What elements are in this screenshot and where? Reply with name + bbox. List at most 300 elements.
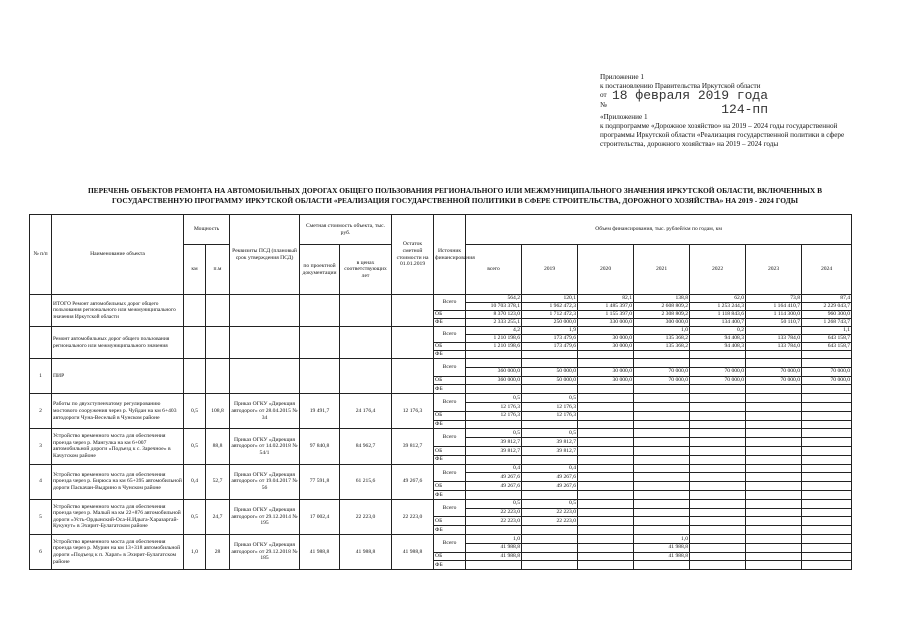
amount-cell	[690, 420, 746, 429]
amount-cell	[466, 561, 522, 570]
amount-cell	[746, 508, 802, 517]
amount-cell	[634, 561, 690, 570]
amount-cell: 173 479,6	[522, 335, 578, 343]
source-label: ФБ	[434, 561, 466, 570]
amount-cell: 1 712 472,3	[522, 311, 578, 319]
col-year: 2020	[578, 245, 634, 295]
cost-current: 22 223,0	[340, 499, 392, 534]
amount-cell	[746, 429, 802, 438]
source-label: ОБ	[434, 552, 466, 561]
amount-cell: 30 000,0	[578, 335, 634, 343]
amount-cell: 70 000,0	[690, 376, 746, 385]
object-km	[184, 359, 206, 394]
amount-cell	[690, 402, 746, 411]
amount-cell: 2 229 043,7	[802, 303, 852, 311]
source-label: ФБ	[434, 455, 466, 464]
amount-cell: 22 223,0	[466, 508, 522, 517]
amount-cell	[578, 402, 634, 411]
object-pm	[206, 359, 230, 394]
object-reqs: Приказ ОГКУ «Дирекция автодорог» от 19.04.2017 № 56	[230, 464, 300, 499]
amount-cell	[746, 420, 802, 429]
amount-cell	[578, 508, 634, 517]
amount-cell: 1 155 397,0	[578, 311, 634, 319]
amount-cell: 82,1	[578, 295, 634, 303]
amount-cell	[690, 561, 746, 570]
object-pm: 24,7	[206, 499, 230, 534]
amount-cell	[746, 438, 802, 447]
source-label: Всего	[434, 429, 466, 447]
table-cell	[340, 295, 392, 327]
amount-cell: 70 000,0	[802, 376, 852, 385]
amount-cell: 70 000,0	[746, 376, 802, 385]
object-km: 0,5	[184, 499, 206, 534]
amount-cell	[802, 385, 852, 394]
table-row	[30, 499, 852, 508]
amount-cell	[690, 455, 746, 464]
cost-rest: 39 812,7	[392, 429, 434, 464]
amount-cell	[466, 385, 522, 394]
amount-cell: 643 158,7	[802, 335, 852, 343]
amount-cell: 70 000,0	[802, 367, 852, 376]
amount-cell	[578, 351, 634, 359]
amount-cell	[578, 327, 634, 335]
amount-cell	[746, 473, 802, 482]
amount-cell	[634, 429, 690, 438]
object-pm: 52,7	[206, 464, 230, 499]
amount-cell	[522, 534, 578, 543]
object-km: 0,5	[184, 394, 206, 429]
amount-cell	[522, 455, 578, 464]
cost-rest: 12 176,3	[392, 394, 434, 429]
amount-cell	[522, 351, 578, 359]
amount-cell	[634, 438, 690, 447]
source-label: ФБ	[434, 351, 466, 359]
amount-cell	[690, 534, 746, 543]
col-cost-proj: по проектной документации	[300, 245, 340, 295]
amount-cell	[634, 394, 690, 403]
amount-cell	[578, 552, 634, 561]
amount-cell	[746, 359, 802, 368]
amount-cell: 1 210 198,6	[466, 343, 522, 351]
col-year: 2024	[802, 245, 852, 295]
amount-cell: 50 000,0	[522, 367, 578, 376]
amount-cell	[690, 385, 746, 394]
source-label: ФБ	[434, 319, 466, 327]
object-name: ПИР	[52, 359, 184, 394]
amount-cell	[690, 359, 746, 368]
amount-cell: 0,4	[466, 464, 522, 473]
table-cell	[300, 295, 340, 327]
amount-cell: 300 000,0	[634, 319, 690, 327]
amount-cell	[802, 508, 852, 517]
summary-name: Ремонт автомобильных дорог общего пользования регионального или межмуниципального значения	[52, 327, 184, 359]
amount-cell	[690, 446, 746, 455]
source-label: ФБ	[434, 526, 466, 535]
amount-cell	[578, 394, 634, 403]
amount-cell	[578, 420, 634, 429]
header-line: «Приложение 1	[600, 112, 648, 121]
header-line: программы Иркутской области «Реализация государственной политики в сфере	[600, 131, 845, 140]
cost-project: 19 491,7	[300, 394, 340, 429]
col-year: 2019	[522, 245, 578, 295]
amount-cell: 22 223,0	[522, 508, 578, 517]
cost-current: 84 962,7	[340, 429, 392, 464]
amount-cell: 1 210 198,6	[466, 335, 522, 343]
col-year: 2023	[746, 245, 802, 295]
header-line: строительства, дорожного хозяйства» на 2019 – 2024 годы	[600, 140, 779, 149]
amount-cell: 94 408,3	[690, 335, 746, 343]
amount-cell: 1,0	[634, 534, 690, 543]
summary-row	[30, 327, 852, 335]
amount-cell: 0,5	[522, 429, 578, 438]
col-src: Источник финансирования	[434, 215, 466, 295]
table-cell	[206, 327, 230, 359]
amount-cell: 133 784,0	[746, 335, 802, 343]
amount-cell	[802, 446, 852, 455]
amount-cell: 1,0	[466, 534, 522, 543]
amount-cell	[634, 446, 690, 455]
amount-cell: 94 408,3	[690, 343, 746, 351]
amount-cell: 1 962 472,3	[522, 303, 578, 311]
table-cell	[230, 295, 300, 327]
amount-cell	[522, 561, 578, 570]
cost-current: 41 988,8	[340, 534, 392, 569]
object-pm: 108,8	[206, 394, 230, 429]
object-reqs: Приказ ОГКУ «Дирекция автодорог» от 14.02.2018 № 54/1	[230, 429, 300, 464]
amount-cell	[802, 402, 852, 411]
amount-cell	[634, 420, 690, 429]
amount-cell: 120,1	[522, 295, 578, 303]
amount-cell	[578, 561, 634, 570]
amount-cell: 138,8	[634, 295, 690, 303]
amount-cell	[466, 455, 522, 464]
object-km: 1,0	[184, 534, 206, 569]
amount-cell: 135 368,2	[634, 335, 690, 343]
table-cell	[206, 295, 230, 327]
document-title: ПЕРЕЧЕНЬ ОБЪЕКТОВ РЕМОНТА НА АВТОМОБИЛЬНЫХ ДОРОГАХ ОБЩЕГО ПОЛЬЗОВАНИЯ РЕГИОНАЛЬНОГО ИЛИ МЕЖМУНИЦИПАЛЬНОГО ЗНАЧЕНИЯ ИРКУТСКОЙ ОБЛАСТИ, ВКЛЮЧЕННЫХ В ГОСУДАРСТВЕННУЮ ПРОГРАММУ ИРКУТСКОЙ ОБЛАСТИ «РЕАЛИЗАЦИЯ ГОСУДАРСТВЕННОЙ ПОЛИТИКИ В СФЕРЕ СТРОИТЕЛЬСТВА, ДОРОЖНОГО ХОЗЯЙСТВА» НА 2019 - 2024 ГОДЫ	[87, 186, 823, 205]
source-label: Всего	[434, 464, 466, 482]
object-pm: 28	[206, 534, 230, 569]
source-label: ОБ	[434, 482, 466, 491]
table-cell	[30, 295, 52, 327]
col-km: км	[184, 245, 206, 295]
cost-rest: 49 267,6	[392, 464, 434, 499]
date-stamp	[612, 89, 768, 116]
cost-rest: 22 223,0	[392, 499, 434, 534]
amount-cell	[690, 394, 746, 403]
amount-cell	[578, 385, 634, 394]
amount-cell	[746, 402, 802, 411]
amount-cell	[802, 517, 852, 526]
amount-cell	[578, 446, 634, 455]
amount-cell	[746, 351, 802, 359]
amount-cell: 2 308 809,2	[634, 311, 690, 319]
amount-cell: 50 110,7	[746, 319, 802, 327]
amount-cell	[802, 499, 852, 508]
amount-cell: 62,0	[690, 295, 746, 303]
amount-cell: 12 176,3	[522, 411, 578, 420]
amount-cell: 39 812,7	[466, 438, 522, 447]
table-cell	[392, 327, 434, 359]
amount-cell: 0,5	[466, 394, 522, 403]
amount-cell: 1 114 300,0	[746, 311, 802, 319]
amount-cell	[522, 552, 578, 561]
table-cell	[230, 327, 300, 359]
summary-row	[30, 295, 852, 303]
summary-name: ИТОГО Ремонт автомобильных дорог общего пользования регионального или межмуниципального значения Иркутской области	[52, 295, 184, 327]
object-km: 0,5	[184, 429, 206, 464]
source-label: ФБ	[434, 490, 466, 499]
amount-cell	[802, 394, 852, 403]
amount-cell	[746, 517, 802, 526]
amount-cell	[522, 359, 578, 368]
amount-cell	[522, 526, 578, 535]
col-year: 2022	[690, 245, 746, 295]
amount-cell	[802, 482, 852, 491]
col-name: Наименование объекта	[52, 215, 184, 295]
amount-cell	[578, 464, 634, 473]
row-number: 3	[30, 429, 52, 464]
col-reqs: Реквизиты ПСД (плановый срок утверждения ПСД)	[230, 215, 300, 295]
amount-cell: 1 485 397,0	[578, 303, 634, 311]
col-year: 2021	[634, 245, 690, 295]
amount-cell	[690, 411, 746, 420]
amount-cell	[802, 534, 852, 543]
amount-cell	[522, 490, 578, 499]
amount-cell	[802, 552, 852, 561]
object-reqs: Приказ ОГКУ «Дирекция автодорог» от 28.04.2015 № 34	[230, 394, 300, 429]
amount-cell: 22 223,0	[522, 517, 578, 526]
amount-cell	[802, 359, 852, 368]
source-label: Всего	[434, 534, 466, 552]
amount-cell	[578, 526, 634, 535]
row-number: 2	[30, 394, 52, 429]
table-cell	[184, 327, 206, 359]
amount-cell: 4,2	[466, 327, 522, 335]
amount-cell: 39 812,7	[522, 438, 578, 447]
amount-cell: 1,1	[802, 327, 852, 335]
source-label: ОБ	[434, 446, 466, 455]
amount-cell	[578, 499, 634, 508]
table-row	[30, 464, 852, 473]
amount-cell	[578, 534, 634, 543]
object-reqs	[230, 359, 300, 394]
amount-cell: 0,5	[522, 499, 578, 508]
amount-cell	[578, 429, 634, 438]
amount-cell: 1,9	[522, 327, 578, 335]
amount-cell	[634, 351, 690, 359]
amount-cell	[690, 499, 746, 508]
amount-cell: 1 268 743,7	[802, 319, 852, 327]
header-line: к подпрограмме «Дорожное хозяйство» на 2019 – 2024 годы государственной	[600, 122, 838, 131]
amount-cell	[690, 517, 746, 526]
amount-cell	[746, 327, 802, 335]
source-label: Всего	[434, 327, 466, 343]
col-total: всего	[466, 245, 522, 295]
amount-cell	[466, 490, 522, 499]
amount-cell	[802, 543, 852, 552]
source-label: ОБ	[434, 343, 466, 351]
amount-cell: 49 267,6	[466, 482, 522, 491]
amount-cell	[746, 499, 802, 508]
col-num: № п/п	[30, 215, 52, 295]
cost-current	[340, 359, 392, 394]
amount-cell	[690, 351, 746, 359]
amount-cell: 39 812,7	[522, 446, 578, 455]
col-power: Мощность	[184, 215, 230, 245]
amount-cell	[634, 464, 690, 473]
amount-cell	[578, 455, 634, 464]
amount-cell	[690, 490, 746, 499]
stamp-number: 124-пп	[721, 102, 769, 117]
cost-current: 61 215,6	[340, 464, 392, 499]
amount-cell	[746, 526, 802, 535]
amount-cell	[634, 402, 690, 411]
source-label: Всего	[434, 295, 466, 311]
object-name: Устройство временного моста для обеспечения проезда через р. Малый на км 22+876 автомобильной дороги «Усть-Ордынский-Оса-Н.Идыга-Харазаргай-Кукунут» в Эхирит-Булагатском районе	[52, 499, 184, 534]
amount-cell: 0,4	[522, 464, 578, 473]
amount-cell	[466, 359, 522, 368]
amount-cell: 30 000,0	[578, 343, 634, 351]
amount-cell	[634, 508, 690, 517]
amount-cell	[634, 499, 690, 508]
amount-cell	[746, 482, 802, 491]
amount-cell: 70 000,0	[634, 367, 690, 376]
amount-cell: 41 988,8	[634, 552, 690, 561]
row-number: 5	[30, 499, 52, 534]
amount-cell: 135 368,2	[634, 343, 690, 351]
amount-cell: 49 267,6	[466, 473, 522, 482]
amount-cell	[746, 552, 802, 561]
amount-cell	[746, 534, 802, 543]
amount-cell	[522, 385, 578, 394]
amount-cell	[802, 490, 852, 499]
col-rest: Остаток сметной стоимости на 01.01.2019	[392, 215, 434, 295]
amount-cell: 133 784,0	[746, 343, 802, 351]
amount-cell	[634, 385, 690, 394]
col-cost-cur: в ценах соответствующих лет	[340, 245, 392, 295]
amount-cell	[690, 526, 746, 535]
table-cell	[392, 295, 434, 327]
amount-cell	[466, 351, 522, 359]
amount-cell	[578, 517, 634, 526]
objects-table	[29, 214, 852, 570]
amount-cell	[634, 455, 690, 464]
amount-cell: 70 000,0	[634, 376, 690, 385]
row-number: 1	[30, 359, 52, 394]
source-label: Всего	[434, 359, 466, 377]
amount-cell	[746, 464, 802, 473]
amount-cell	[746, 411, 802, 420]
source-label: ОБ	[434, 517, 466, 526]
amount-cell: 2 333 255,1	[466, 319, 522, 327]
amount-cell	[690, 438, 746, 447]
object-name: Устройство временного моста для обеспечения проезда через р. Бирюса на км 65+395 автомобильной дороги Паскачан-Выдрино в Чунском районе	[52, 464, 184, 499]
cost-rest: 41 988,8	[392, 534, 434, 569]
amount-cell: 360 000,0	[466, 367, 522, 376]
amount-cell: 1 164 410,7	[746, 303, 802, 311]
amount-cell: 2 608 809,2	[634, 303, 690, 311]
amount-cell: 0,5	[466, 499, 522, 508]
amount-cell: 41 988,8	[466, 552, 522, 561]
amount-cell: 0,2	[690, 327, 746, 335]
stamp-date: 18 февраля 2019 года	[612, 88, 769, 103]
source-label: ОБ	[434, 376, 466, 385]
amount-cell	[634, 473, 690, 482]
amount-cell	[578, 473, 634, 482]
table-row	[30, 394, 852, 403]
amount-cell: 1 253 244,3	[690, 303, 746, 311]
amount-cell: 8 370 123,0	[466, 311, 522, 319]
cost-project: 97 840,8	[300, 429, 340, 464]
amount-cell	[634, 490, 690, 499]
amount-cell: 1,0	[634, 327, 690, 335]
col-fin: Объем финансирования, тыс. рублей/км по годам, км	[466, 215, 852, 245]
table-cell	[300, 327, 340, 359]
amount-cell: 39 812,7	[466, 446, 522, 455]
cost-rest	[392, 359, 434, 394]
object-name: Устройство временного моста для обеспечения проезда через р. Мурин на км 13+318 автомобильной дороги «Подъезд к п. Харат» в Эхирит-Булагатском районе	[52, 534, 184, 569]
amount-cell	[634, 517, 690, 526]
amount-cell: 41 988,8	[466, 543, 522, 552]
amount-cell: 1 118 843,6	[690, 311, 746, 319]
amount-cell: 10 703 378,1	[466, 303, 522, 311]
amount-cell: 12 176,3	[466, 402, 522, 411]
object-km: 0,4	[184, 464, 206, 499]
amount-cell	[802, 429, 852, 438]
amount-cell: 360 000,0	[466, 376, 522, 385]
source-label: ОБ	[434, 411, 466, 420]
source-label: ФБ	[434, 420, 466, 429]
amount-cell: 22 223,0	[466, 517, 522, 526]
amount-cell	[746, 490, 802, 499]
amount-cell	[802, 420, 852, 429]
amount-cell: 49 267,6	[522, 482, 578, 491]
amount-cell	[746, 455, 802, 464]
amount-cell: 960 300,0	[802, 311, 852, 319]
table-cell	[184, 295, 206, 327]
amount-cell	[690, 552, 746, 561]
amount-cell: 41 988,8	[634, 543, 690, 552]
header-line: №	[600, 100, 607, 109]
amount-cell: 134 400,7	[690, 319, 746, 327]
amount-cell	[522, 420, 578, 429]
amount-cell	[466, 420, 522, 429]
object-name: Работы по двухступенчатому регулированию мостового сооружения через р. Чуйдан на км 6+403 автодороги Чуна-Веселый в Чунском районе	[52, 394, 184, 429]
amount-cell: 173 479,6	[522, 343, 578, 351]
cost-current: 24 176,4	[340, 394, 392, 429]
table-cell	[30, 327, 52, 359]
amount-cell: 12 176,3	[522, 402, 578, 411]
col-cost: Сметная стоимость объекта, тыс. руб.	[300, 215, 392, 245]
amount-cell: 12 176,3	[466, 411, 522, 420]
amount-cell	[746, 446, 802, 455]
amount-cell	[634, 482, 690, 491]
table-row	[30, 534, 852, 543]
object-reqs: Приказ ОГКУ «Дирекция автодорог» от 29.12.2018 № 185	[230, 534, 300, 569]
amount-cell	[802, 438, 852, 447]
table-row	[30, 429, 852, 438]
amount-cell	[802, 411, 852, 420]
amount-cell	[690, 508, 746, 517]
amount-cell	[690, 464, 746, 473]
object-pm: 88,8	[206, 429, 230, 464]
amount-cell: 70 000,0	[690, 367, 746, 376]
object-name: Устройство временного моста для обеспечения проезда через р. Мангулка на км 6+007 автомобильной дороги «Подъезд к с. Заречное» в Качугском районе	[52, 429, 184, 464]
amount-cell: 250 000,0	[522, 319, 578, 327]
cost-project: 77 591,8	[300, 464, 340, 499]
amount-cell	[690, 429, 746, 438]
